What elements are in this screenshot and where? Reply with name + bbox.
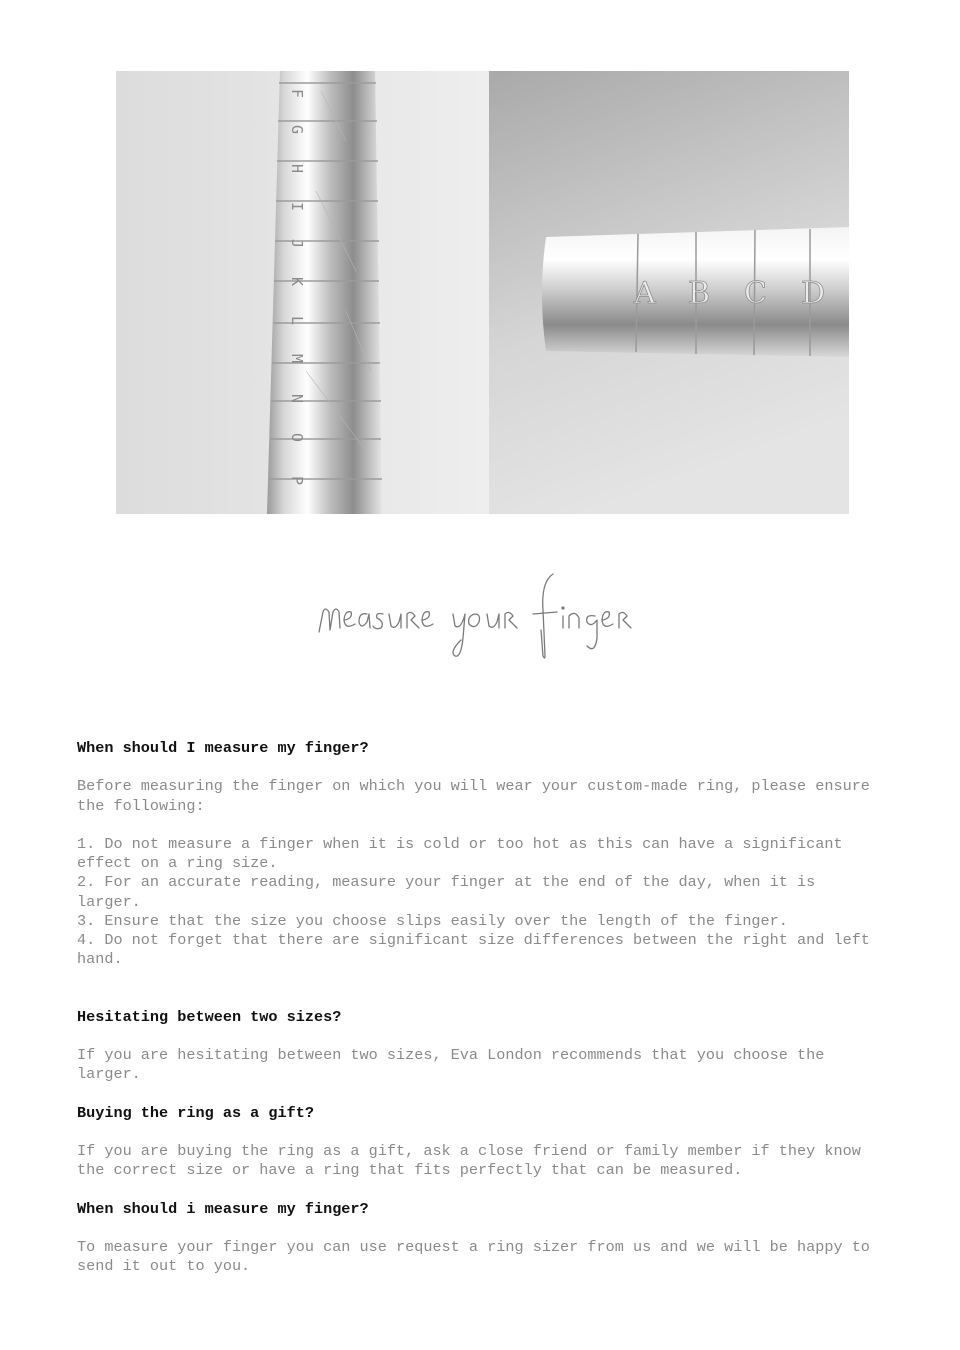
list-item: 4. Do not forget that there are significant size differences between the right and left hand. — [77, 931, 870, 969]
intro-paragraph: Before measuring the finger on which you will wear your custom-made ring, please ensure the following: — [77, 777, 870, 815]
svg-text:P: P — [288, 476, 306, 486]
svg-text:C: C — [744, 276, 767, 311]
question-heading: When should i measure my finger? — [77, 1199, 369, 1218]
section-two-sizes — [77, 1008, 883, 1085]
list-item: 1. Do not measure a finger when it is cold or too hot as this can have a significant effect on a ring size. — [77, 834, 843, 873]
svg-text:H: H — [288, 164, 306, 174]
faq-content — [77, 739, 883, 1277]
svg-text:G: G — [288, 125, 306, 135]
list-item: 3. Ensure that the size you choose slips easily over the length of the finger. — [77, 911, 788, 930]
answer-paragraph: To measure your finger you can use request a ring sizer from us and we will be happy to send it out to you. — [77, 1238, 870, 1276]
question-heading: When should I measure my finger? — [77, 739, 369, 757]
svg-text:N: N — [288, 394, 306, 404]
script-heading-measure-your-finger — [0, 560, 960, 670]
answer-paragraph: If you are hesitating between two sizes, Eva London recommends that you choose the larger. — [77, 1046, 825, 1084]
list-item: 2. For an accurate reading, measure your finger at the end of the day, when it is larger. — [77, 873, 816, 911]
svg-text:B: B — [688, 276, 711, 311]
question-heading: Buying the ring as a gift? — [77, 1103, 314, 1122]
section-when-measure — [77, 739, 883, 969]
section-gift — [77, 1104, 883, 1181]
svg-text:F: F — [288, 89, 306, 99]
svg-text:D: D — [801, 276, 826, 311]
ring-sizer-photos — [116, 71, 849, 514]
svg-text:M: M — [288, 354, 306, 364]
svg-text:A: A — [634, 276, 656, 311]
svg-text:K: K — [288, 277, 306, 287]
svg-text:O: O — [288, 433, 306, 443]
svg-text:J: J — [288, 239, 306, 249]
svg-text:I: I — [288, 202, 306, 212]
answer-paragraph: If you are buying the ring as a gift, ask a close friend or family member if they know the correct size or have a ring that fits perfectly that can be measured. — [77, 1142, 861, 1180]
svg-text:L: L — [288, 316, 306, 326]
question-heading: Hesitating between two sizes? — [77, 1007, 342, 1026]
section-ring-sizer — [77, 1200, 883, 1277]
